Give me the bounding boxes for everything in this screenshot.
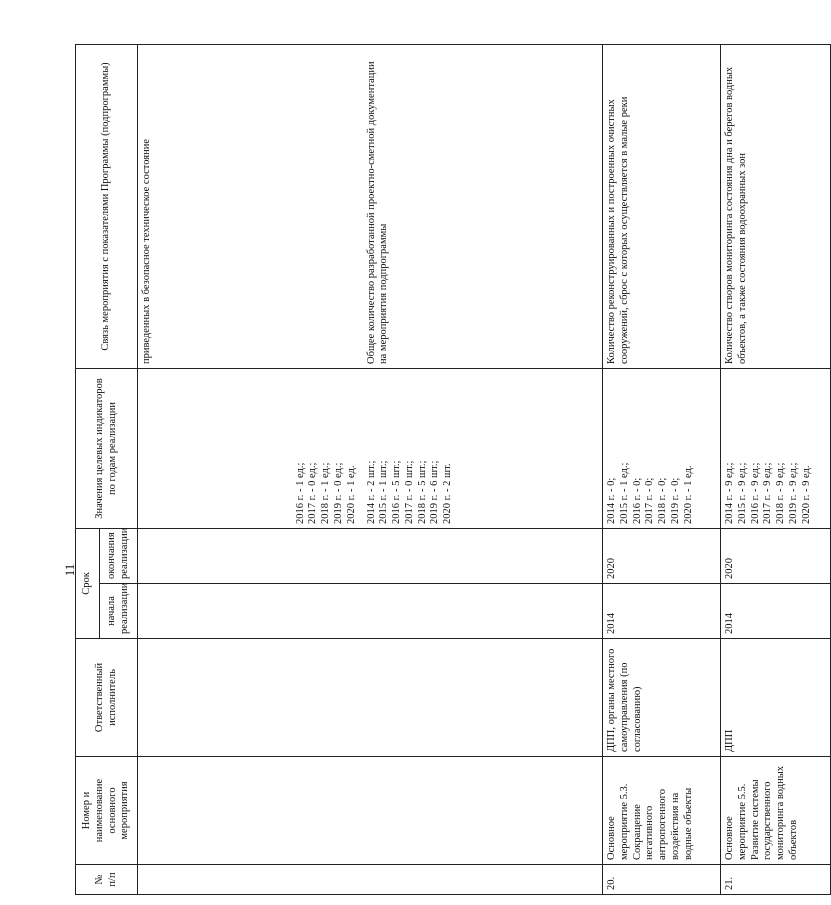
row-indicators [138, 368, 363, 528]
row-end: 2020 [721, 528, 831, 583]
row-executor: ДПП [721, 639, 831, 757]
header-num: № п/п [76, 865, 138, 895]
page-number: 11 [62, 563, 77, 577]
indicator-line: 2020 г. - 9 ед. [800, 465, 812, 524]
indicator-line: 2019 г. - 9 ед.; [787, 462, 799, 524]
header-link: Связь мероприятия с показателями Программы (подпрограммы) [76, 44, 138, 368]
row-link: Общее количество разработанной проектно-сметной документации на мероприятия подпрограммы [363, 44, 603, 368]
indicator-line: 2016 г. - 5 шт.; [391, 460, 403, 524]
indicator-line: 2020 г. - 1 ед. [682, 465, 694, 524]
row-link: Количество створов мониторинга состояния дна и берегов водных объектов, а также состояния водоохранных зон [721, 44, 831, 368]
indicator-line: 2019 г. - 0; [669, 477, 681, 524]
indicator-line: 2016 г. - 1 ед.; [294, 462, 306, 524]
row-name: Основное мероприятие 5.5. Развитие системы государственного мониторинга водных объектов [721, 757, 831, 865]
row-indicators [721, 368, 831, 528]
indicator-line: 2017 г. - 0 шт.; [403, 460, 415, 524]
indicator-line: 2016 г. - 0; [631, 477, 643, 524]
row-name: Основное мероприятие 5.3. Сокращение негативного антропогенного воздействия на водные объекты [603, 757, 721, 865]
program-table [75, 44, 831, 895]
table-row [721, 44, 831, 894]
row-num: 20. [603, 865, 721, 895]
indicator-line: 2015 г. - 1 ед.; [618, 462, 630, 524]
header-executor: Ответственный исполнитель [76, 639, 138, 757]
indicator-line: 2018 г. - 1 ед.; [320, 462, 332, 524]
indicator-line: 2014 г. - 9 ед.; [724, 462, 735, 524]
indicator-line: 2019 г. - 6 шт.; [429, 460, 441, 524]
table-container [75, 45, 812, 895]
row-link: Количество реконструированных и построенных очистных сооружений, сброс с которых осуществляется в малые реки [603, 44, 721, 368]
header-end: окончания реализации [100, 528, 138, 583]
row-num [138, 865, 603, 895]
table-row [138, 44, 363, 894]
indicator-line: 2018 г. - 5 шт.; [416, 460, 428, 524]
row-start: 2014 [603, 584, 721, 639]
row-executor: ДПП, органы местного самоуправления (по согласованию) [603, 639, 721, 757]
row-indicators [603, 368, 721, 528]
row-start: 2014 [721, 584, 831, 639]
header-row-1 [76, 44, 100, 894]
row-link: приведенных в безопасное техническое состояние [138, 44, 363, 368]
indicator-line: 2014 г. - 0; [606, 477, 617, 524]
row-executor [138, 639, 603, 757]
row-name [138, 757, 603, 865]
header-start: начала реализации [100, 584, 138, 639]
row-num: 21. [721, 865, 831, 895]
table-row [603, 44, 721, 894]
header-term: Срок [76, 528, 100, 638]
header-name: Номер и наименование основного мероприятия [76, 757, 138, 865]
indicator-line: 2020 г. - 2 шт. [442, 463, 454, 524]
indicator-line: 2016 г. - 9 ед.; [749, 462, 761, 524]
row-indicators [363, 368, 603, 528]
indicator-line: 2018 г. - 9 ед.; [775, 462, 787, 524]
indicator-line: 2018 г. - 0; [657, 477, 669, 524]
rotated-page [75, 45, 812, 895]
header-indicators: Значения целевых индикаторов по годам реализации [76, 368, 138, 528]
indicator-line: 2015 г. - 1 шт.; [378, 460, 390, 524]
indicator-line: 2020 г. - 1 ед. [345, 465, 357, 524]
row-end: 2020 [603, 528, 721, 583]
indicator-line: 2014 г. - 2 шт.; [365, 460, 377, 524]
row-end [138, 528, 603, 583]
indicator-line: 2017 г. - 0 ед.; [307, 462, 319, 524]
indicator-line: 2017 г. - 9 ед.; [762, 462, 774, 524]
row-start [138, 584, 603, 639]
indicator-line: 2015 г. - 9 ед.; [736, 462, 748, 524]
indicator-line: 2017 г. - 0; [644, 477, 656, 524]
indicator-line: 2019 г. - 0 ед.; [332, 462, 344, 524]
